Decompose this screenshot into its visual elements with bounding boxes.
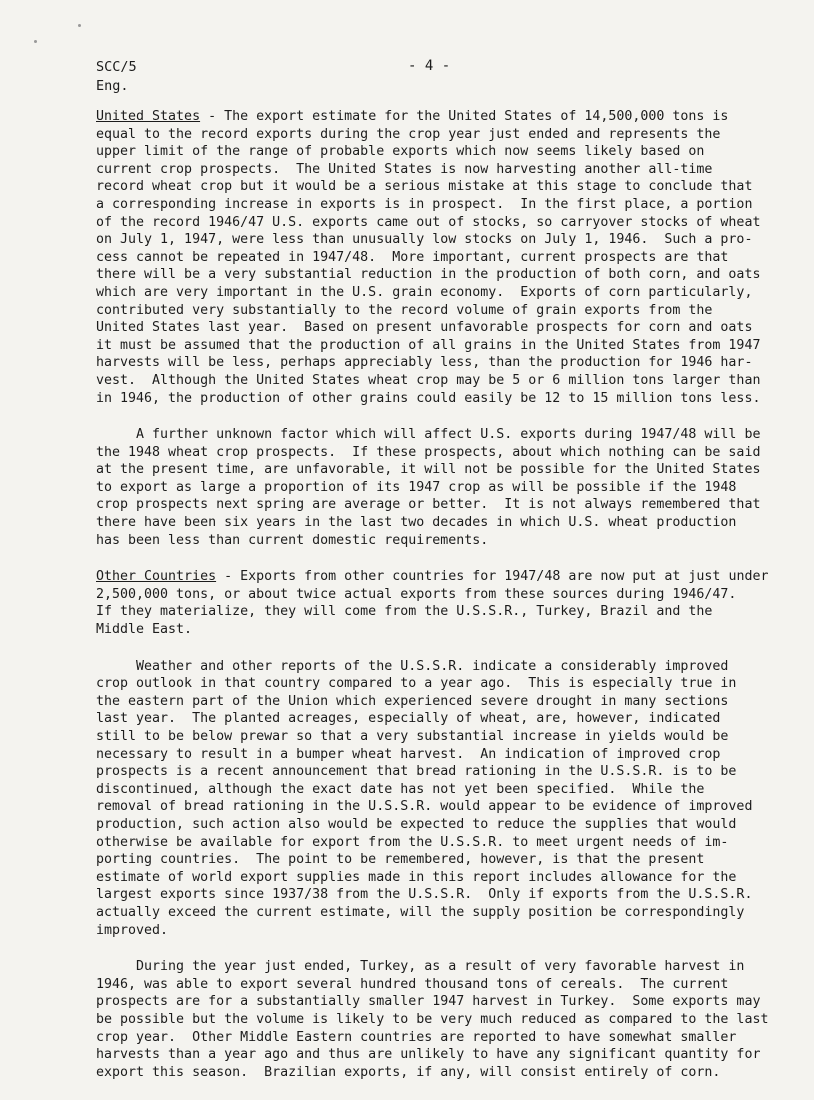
text-line [96, 161, 796, 179]
text-line [96, 444, 796, 462]
paragraph-united-states [96, 108, 796, 407]
paper-speck [78, 24, 81, 27]
text-line [96, 1046, 796, 1064]
line-text: discontinued, although the exact date has not yet been specified. While the [96, 781, 705, 797]
text-line [96, 710, 796, 728]
line-text: If they materialize, they will come from the U.S.S.R., Turkey, Brazil and the [96, 604, 713, 620]
line-text: otherwise be available for export from the U.S.S.R. to meet urgent needs of im- [96, 834, 729, 850]
text-line [96, 354, 796, 372]
text-line [96, 976, 796, 994]
doc-language: Eng. [96, 78, 129, 94]
line-text: on July 1, 1947, were less than unusually low stocks on July 1, 1946. Such a pro- [96, 232, 753, 248]
line-text: at the present time, are unfavorable, it will not be possible for the United States [96, 462, 761, 478]
text-line [96, 514, 796, 532]
line-text: to export as large a proportion of its 1947 crop as will be possible if the 1948 [96, 479, 737, 495]
text-line [96, 1064, 796, 1082]
text-line [96, 249, 796, 267]
text-line [96, 621, 796, 639]
text-line [96, 108, 796, 126]
line-text: necessary to result in a bumper wheat harvest. An indication of improved crop [96, 746, 721, 762]
line-text: of the record 1946/47 U.S. exports came out of stocks, so carryover stocks of wheat [96, 214, 761, 230]
line-text: it must be assumed that the production of all grains in the United States from 1947 [96, 337, 761, 353]
section-heading: United States [96, 109, 201, 124]
text-line [96, 603, 796, 621]
line-text: last year. The planted acreages, especially of wheat, are, however, indicated [96, 711, 721, 727]
paper-speck [34, 40, 37, 43]
doc-code: SCC/5 [96, 59, 137, 75]
line-text: largest exports since 1937/38 from the U.S.S.R. Only if exports from the U.S.S.R. [96, 887, 753, 903]
page-number: - 4 - [408, 58, 451, 74]
line-text: there have been six years in the last two decades in which U.S. wheat production [96, 515, 737, 531]
text-line [96, 196, 796, 214]
line-text: actually exceed the current estimate, will the supply position be correspondingly [96, 904, 745, 920]
text-line [96, 568, 796, 586]
line-text: crop year. Other Middle Eastern countries are reported to have somewhat smaller [96, 1029, 737, 1045]
document-header [96, 58, 137, 96]
text-line [96, 337, 796, 355]
line-text: harvests will be less, perhaps appreciably less, than the production for 1946 har- [96, 355, 753, 371]
text-line [96, 319, 796, 337]
text-line [96, 284, 796, 302]
text-line [96, 461, 796, 479]
line-text: Middle East. [96, 622, 193, 638]
line-text: 2,500,000 tons, or about twice actual exports from these sources during 1946/47. [96, 586, 737, 602]
paragraph-other-countries [96, 568, 796, 638]
document-body [96, 108, 796, 1100]
line-text: prospects is a recent announcement that bread rationing in the U.S.S.R. is to be [96, 764, 737, 780]
line-text: - Exports from other countries for 1947/48 are now put at just under [216, 569, 769, 585]
section-heading: Other Countries [96, 569, 217, 585]
line-text: improved. [96, 922, 169, 938]
line-text: crop outlook in that country compared to a year ago. This is especially true in [96, 676, 737, 692]
paragraph-turkey [96, 958, 796, 1081]
text-line [96, 658, 796, 676]
line-text: United States last year. Based on present unfavorable prospects for corn and oats [96, 320, 753, 336]
line-text: porting countries. The point to be remembered, however, is that the present [96, 852, 705, 868]
line-text: harvests than a year ago and thus are unlikely to have any significant quantity for [96, 1047, 761, 1063]
text-line [96, 586, 796, 604]
line-text: 1946, was able to export several hundred thousand tons of cereals. The current [96, 976, 729, 992]
line-text: prospects are for a substantially smaller 1947 harvest in Turkey. Some exports may [96, 994, 761, 1010]
line-text: which are very important in the U.S. grain economy. Exports of corn particularly, [96, 284, 753, 300]
text-line [96, 728, 796, 746]
text-line [96, 1011, 796, 1029]
line-text: export this season. Brazilian exports, if any, will consist entirely of corn. [96, 1064, 721, 1080]
text-line [96, 126, 796, 144]
line-text: be possible but the volume is likely to be very much reduced as compared to the last [96, 1011, 769, 1027]
line-text: there will be a very substantial reduction in the production of both corn, and oats [96, 267, 761, 283]
text-line [96, 675, 796, 693]
text-line [96, 390, 796, 408]
line-text: the 1948 wheat crop prospects. If these prospects, about which nothing can be said [96, 444, 761, 460]
text-line [96, 763, 796, 781]
text-line [96, 496, 796, 514]
text-line [96, 143, 796, 161]
text-line [96, 214, 796, 232]
text-line [96, 781, 796, 799]
text-line [96, 266, 796, 284]
line-text: current crop prospects. The United States is now harvesting another all-time [96, 161, 713, 177]
line-text: A further unknown factor which will affect U.S. exports during 1947/48 will be [96, 427, 761, 443]
line-text: record wheat crop but it would be a serious mistake at this stage to conclude that [96, 179, 753, 195]
line-text: vest. Although the United States wheat crop may be 5 or 6 million tons larger than [96, 372, 761, 388]
line-text: Weather and other reports of the U.S.S.R. indicate a considerably improved [96, 658, 729, 674]
text-line [96, 479, 796, 497]
text-line [96, 302, 796, 320]
line-text: crop prospects next spring are average or better. It is not always remembered that [96, 497, 761, 513]
line-text: - The export estimate for the United States of 14,500,000 tons is [200, 109, 729, 124]
line-text: upper limit of the range of probable exports which now seems likely based on [96, 144, 705, 160]
text-line [96, 869, 796, 887]
line-text: cess cannot be repeated in 1947/48. More important, current prospects are that [96, 249, 729, 265]
line-text: a corresponding increase in exports is in prospect. In the first place, a portion [96, 196, 753, 212]
text-line [96, 746, 796, 764]
line-text: production, such action also would be expected to reduce the supplies that would [96, 816, 737, 832]
text-line [96, 231, 796, 249]
text-line [96, 993, 796, 1011]
text-line [96, 178, 796, 196]
line-text: has been less than current domestic requirements. [96, 532, 489, 548]
text-line [96, 851, 796, 869]
text-line [96, 532, 796, 550]
paragraph-ussr [96, 658, 796, 940]
text-line [96, 693, 796, 711]
text-line [96, 426, 796, 444]
text-line [96, 816, 796, 834]
text-line [96, 904, 796, 922]
text-line [96, 798, 796, 816]
line-text: removal of bread rationing in the U.S.S.R. would appear to be evidence of improved [96, 799, 753, 815]
text-line [96, 1029, 796, 1047]
line-text: in 1946, the production of other grains could easily be 12 to 15 million tons less. [96, 390, 761, 406]
line-text: still to be below prewar so that a very substantial increase in yields would be [96, 729, 729, 744]
line-text: equal to the record exports during the crop year just ended and represents the [96, 126, 721, 142]
line-text: contributed very substantially to the record volume of grain exports from the [96, 302, 713, 318]
text-line [96, 922, 796, 940]
line-text: estimate of world export supplies made in this report includes allowance for the [96, 869, 737, 885]
text-line [96, 958, 796, 976]
line-text: the eastern part of the Union which experienced severe drought in many sections [96, 693, 729, 709]
line-text: During the year just ended, Turkey, as a result of very favorable harvest in [96, 959, 745, 975]
text-line [96, 372, 796, 390]
text-line [96, 834, 796, 852]
paragraph-unknown-factor [96, 426, 796, 549]
text-line [96, 886, 796, 904]
